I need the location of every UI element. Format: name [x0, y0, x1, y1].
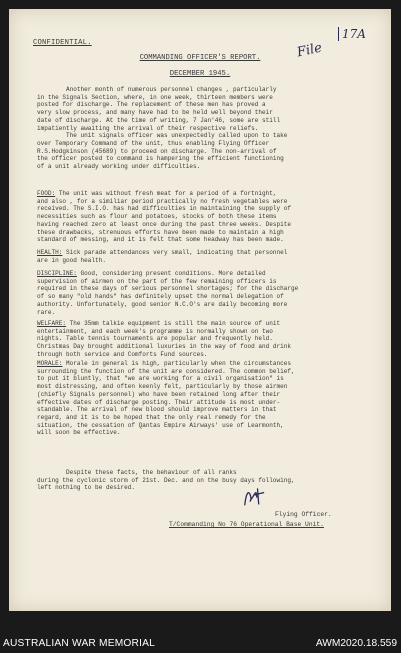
section-text: Good, considering present conditions. More detailed supervision of airmen on the part of the few remaining officers is required in these days of serious personnel shortages; for the discharge of so many "old hands" has definitely upset the normal delegation of authority. Unfortunately, good senior N.C.O's are daily becoming more rare. — [37, 270, 299, 316]
section-welfare — [37, 320, 371, 359]
section-text: The 35mm talkie equipment is still the main source of unit entertainment, and each week's programme is normally shown on two nights. Table tennis tournaments are popular and frequently held. Christmas Day brought additional luxuries in the way of food and drink through both service and Comforts Fund sources. — [37, 320, 292, 358]
report-title: COMMANDING OFFICER'S REPORT. — [139, 54, 261, 62]
section-text: Morale in general is high, particularly when the circumstances surrounding the function of the unit are considered. The common belief, to put it bluntly, that "we are working for a civil organisation" is most distressing, and often keenly felt, particularly by those airmen (chiefly Signals personnel) who have been retained long after their effective dates of discharge posting. Their attitude is most under- standable. The arrival of new blood should improve matters in that regard, and it is to be hoped that the only real remedy for the situation, the cessation of Qantas Empire Airways' use of Learmonth, will soon be effective. — [37, 360, 295, 437]
section-heading: MORALE: — [37, 360, 63, 367]
handwritten-signature — [239, 484, 269, 514]
archive-footer — [0, 636, 401, 653]
archive-reference: AWM2020.18.559 — [315, 638, 397, 649]
section-heading: DISCIPLINE: — [37, 270, 77, 277]
handwritten-file-note: File — [295, 40, 324, 61]
section-heading: FOOD: — [37, 190, 56, 197]
section-text: Sick parade attendances very small, indicating that personnel are in good health. — [37, 249, 288, 264]
section-food — [37, 190, 371, 244]
report-date: DECEMBER 1945. — [169, 70, 231, 78]
section-text: The unit was without fresh meat for a period of a fortnight, and also , for a similiar period practically no fresh vegetables were received. The S.I.O. has had difficulties in maintaining the supply of necessities such as flour and potatoes, stocks of both these items having reached zero at least once during the past three weeks. Despite these drawbacks, strenuous efforts have been made to maintain a high standard of messing, and it is felt that some headway has been made. — [37, 190, 292, 244]
signature-rank: Flying Officer. — [275, 511, 332, 518]
intro-paragraph: Another month of numerous personnel changes , particularly in the Signals Section, where, in one week, thirteen members were posted for discharge. The replacement of these men has proved a very slow process, and many have had to be held well beyond their date of discharge. At the time of writing, 7 Jan'46, some are still impatiently awaiting the arrival of their respective reliefs. The unit signals officer was unexpectedly called upon to take over Temporary Command of the unit, thus enabling Flying Officer R.S.Hodgkinson (45689) to proceed on discharge. The non-arrival of the officer posted to command is hampering the efficient functioning of a unit already working under difficulties. — [37, 86, 288, 171]
signature-unit: T/Commanding No 76 Operational Base Unit. — [169, 521, 324, 528]
institution-name: AUSTRALIAN WAR MEMORIAL — [3, 638, 155, 649]
document-page — [9, 9, 391, 611]
handwritten-file-number: 17A — [338, 27, 366, 41]
section-heading: WELFARE: — [37, 320, 67, 327]
closing-paragraph: Despite these facts, the behaviour of all ranks during the cyclonic storm of 21st. Dec. and on the busy days following, left nothing to be desired. — [37, 469, 295, 492]
section-discipline — [37, 270, 371, 316]
section-heading: HEALTH: — [37, 249, 63, 256]
section-morale — [37, 360, 371, 437]
classification-label: CONFIDENTIAL. — [33, 39, 92, 47]
section-health — [37, 249, 371, 264]
